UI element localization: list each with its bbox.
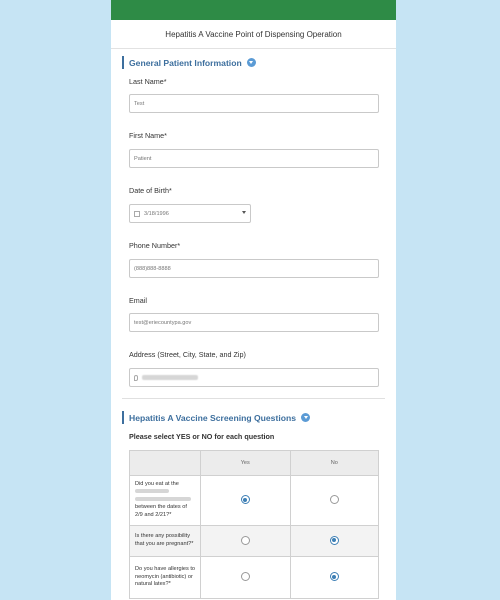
table-row <box>130 526 379 557</box>
email-value: test@eriecountypa.gov <box>134 319 192 326</box>
answer-cell <box>290 526 378 557</box>
answer-cell <box>201 526 291 557</box>
column-header-no: No <box>290 451 378 476</box>
dropdown-arrow-icon[interactable] <box>242 211 246 214</box>
first-name-label: First Name* <box>129 131 167 140</box>
top-bar <box>111 0 396 20</box>
phone-placeholder: (888)888-8888 <box>134 265 171 272</box>
radio-no-selected[interactable] <box>330 536 339 545</box>
chevron-down-icon[interactable] <box>247 58 256 67</box>
address-label: Address (Street, City, State, and Zip) <box>129 350 246 359</box>
answer-cell <box>201 476 291 526</box>
dob-input[interactable] <box>129 204 251 223</box>
address-input[interactable] <box>129 368 379 387</box>
column-header-yes: Yes <box>201 451 291 476</box>
first-name-value: Patient <box>134 155 152 162</box>
radio-no-selected[interactable] <box>330 572 339 581</box>
question-text: between the dates of 2/9 and 2/21?* <box>135 504 187 519</box>
answer-cell <box>290 476 378 526</box>
last-name-input[interactable] <box>129 94 379 113</box>
phone-label: Phone Number* <box>129 241 181 250</box>
question-text: Do you have allergies to neomycin (antibiotic) or natural latex?* <box>130 557 201 599</box>
last-name-value: Test <box>134 100 145 107</box>
column-header-question <box>130 451 201 476</box>
last-name-label: Last Name* <box>129 77 167 86</box>
table-row <box>130 476 379 526</box>
screening-instruction: Please select YES or NO for each question <box>129 432 275 441</box>
section-screening-title: Hepatitis A Vaccine Screening Questions <box>129 412 296 423</box>
radio-yes-selected[interactable] <box>241 495 250 504</box>
first-name-input[interactable] <box>129 149 379 168</box>
table-header-row <box>130 451 379 476</box>
redacted-location <box>135 489 169 493</box>
email-input[interactable] <box>129 313 379 332</box>
address-redacted-value <box>142 375 198 380</box>
radio-yes[interactable] <box>241 536 250 545</box>
section-general-header[interactable] <box>122 56 256 69</box>
chevron-down-icon[interactable] <box>301 413 310 422</box>
table-row <box>130 557 379 599</box>
screening-table <box>129 450 379 599</box>
answer-cell <box>290 557 378 599</box>
question-text: Did you eat at the <box>135 480 179 487</box>
radio-yes[interactable] <box>241 572 250 581</box>
calendar-icon <box>134 211 140 217</box>
form-panel <box>111 0 396 600</box>
radio-no[interactable] <box>330 495 339 504</box>
dob-label: Date of Birth* <box>129 186 172 195</box>
redacted-location <box>135 497 191 501</box>
question-text: Is there any possibility that you are pregnant?* <box>130 526 201 557</box>
phone-input[interactable] <box>129 259 379 278</box>
email-label: Email <box>129 296 147 305</box>
section-screening-header[interactable] <box>122 411 310 424</box>
section-general-title: General Patient Information <box>129 57 242 68</box>
question-cell <box>130 476 201 526</box>
page-title: Hepatitis A Vaccine Point of Dispensing Operation <box>111 20 396 49</box>
dob-value: 3/18/1996 <box>144 210 169 217</box>
answer-cell <box>201 557 291 599</box>
location-pin-icon <box>134 375 138 381</box>
section-divider <box>122 398 385 399</box>
